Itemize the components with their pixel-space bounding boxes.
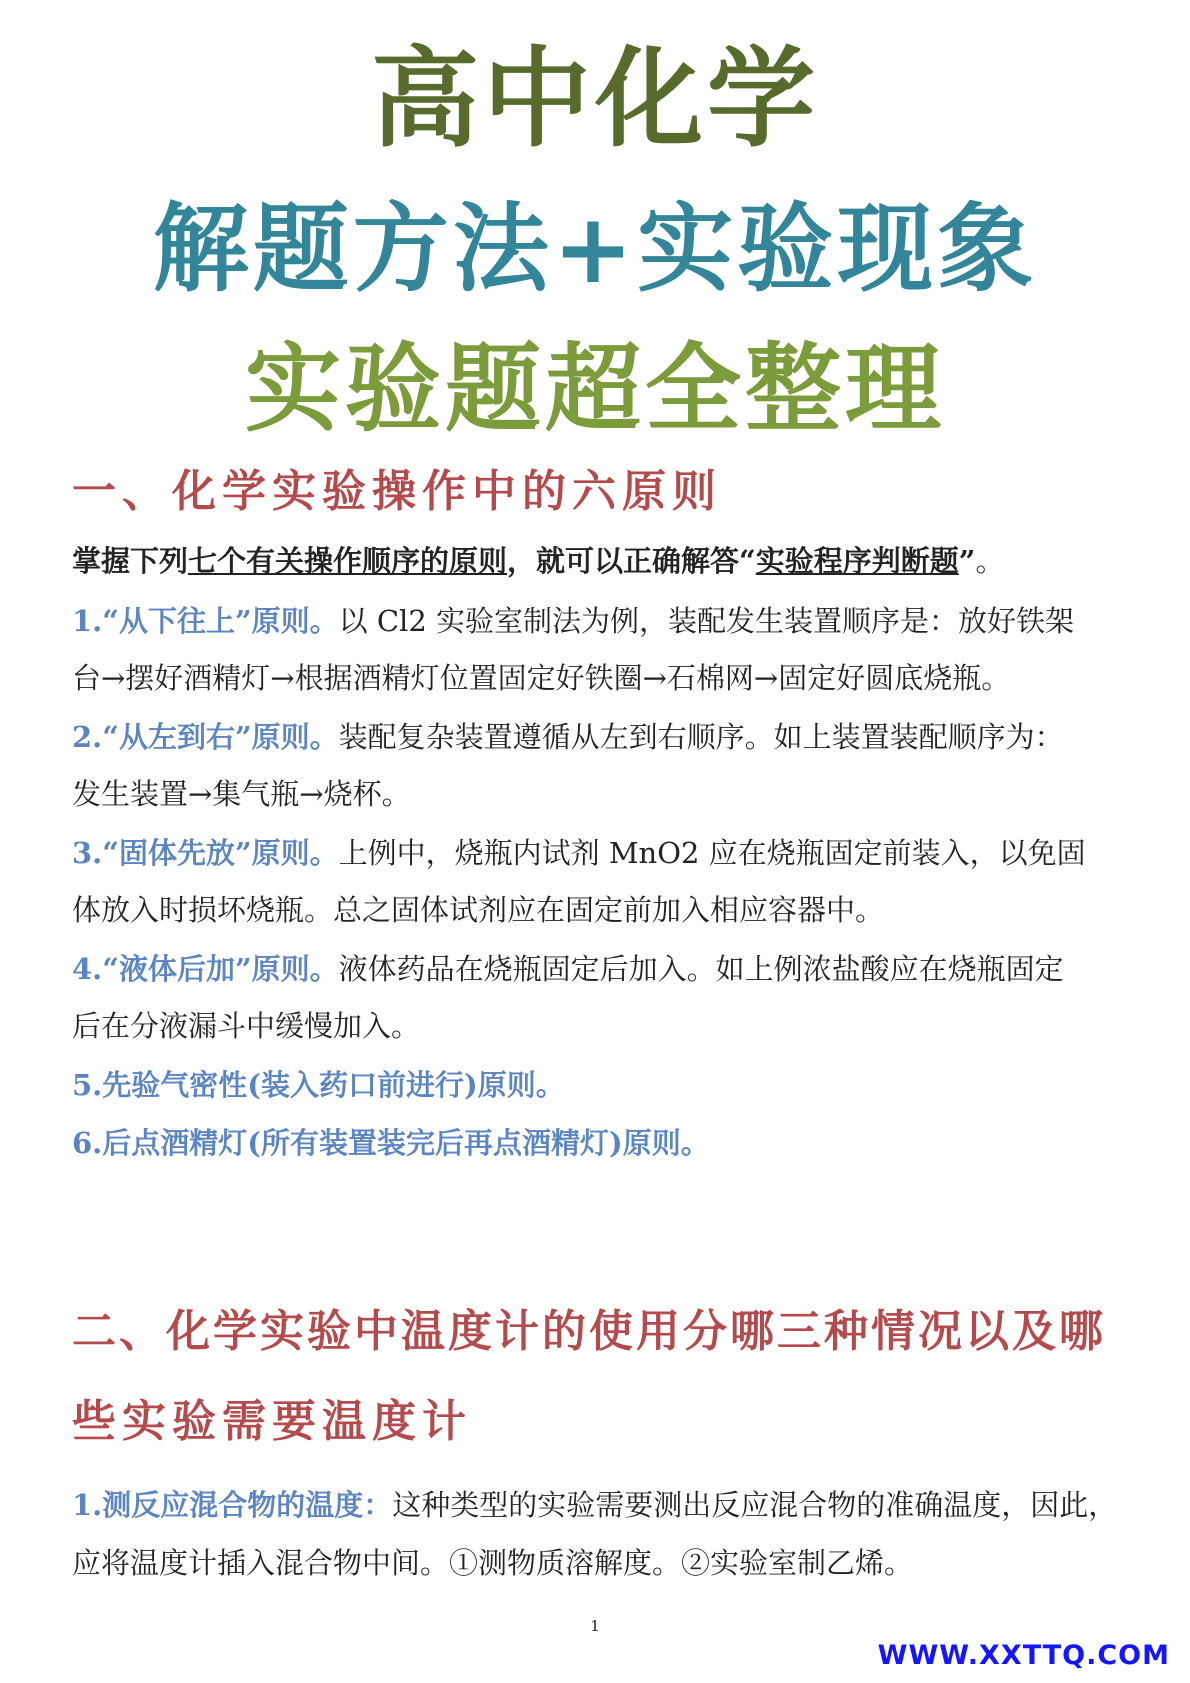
rule-6 [72,1112,1122,1174]
intro-text-1: 掌握下列 [72,544,189,578]
section-2-item-1-label: 1.测反应混合物的温度： [72,1488,393,1522]
rule-1-line-1 [72,590,1122,652]
rule-3-line-2: 体放入时损坏烧瓶。总之固体试剂应在固定前加入相应容器中。 [72,893,885,927]
rule-1-line-2: 台→摆好酒精灯→根据酒精灯位置固定好铁圈→石棉网→固定好圆底烧瓶。 [72,661,1011,695]
rule-3-text: 上例中，烧瓶内试剂 MnO2 应在烧瓶固定前装入，以免固 [338,836,1086,870]
section-2-heading-line-1: 二、化学实验中温度计的使用分哪三种情况以及哪 [72,1306,1106,1357]
intro-highlight-1: 七个有关操作顺序的原则 [188,544,508,578]
rule-1-text: 以 Cl2 实验室制法为例，装配发生装置顺序是：放好铁架 [338,604,1074,638]
section-2-item-1-line-2: 应将温度计插入混合物中间。①测物质溶解度。②实验室制乙烯。 [72,1546,914,1580]
section-2-item-1-line-1 [72,1474,1122,1536]
title-line-3: 实验题超全整理 [245,333,945,445]
intro-quote-open: “ [739,544,756,578]
rule-3-label: 3.“固体先放”原则。 [72,836,339,870]
intro-highlight-2: 实验程序判断题 [755,544,959,578]
rule-4-text: 液体药品在烧瓶固定后加入。如上例浓盐酸应在烧瓶固定 [338,952,1064,986]
rule-2-line-1 [72,706,1122,768]
section-2-item-1-text: 这种类型的实验需要测出反应混合物的准确温度，因此， [392,1488,1118,1522]
rule-2-text: 装配复杂装置遵循从左到右顺序。如上装置装配顺序为： [338,720,1064,754]
rule-4-line-2: 后在分液漏斗中缓慢加入。 [72,1009,421,1043]
intro-text-2: ，就可以正确解答 [507,544,740,578]
rule-6-label: 6.后点酒精灯(所有装置装完后再点酒精灯)原则。 [72,1126,710,1160]
rule-5 [72,1054,1122,1116]
rule-2-label: 2.“从左到右”原则。 [72,720,339,754]
title-line-1: 高中化学 [370,37,819,162]
intro-quote-close: ” [958,544,976,578]
watermark: WWW.XXTTQ.COM [877,1640,1170,1671]
rule-5-label: 5.先验气密性(装入药口前进行)原则。 [72,1068,565,1102]
rule-4-line-1 [72,938,1122,1000]
section-2-heading-line-2: 些实验需要温度计 [72,1396,472,1447]
rule-2-line-2: 发生装置→集气瓶→烧杯。 [72,777,411,811]
section-1-heading: 一、化学实验操作中的六原则 [72,466,722,517]
rule-3-line-1 [72,822,1122,884]
section-1-intro [72,530,1122,592]
page-number: 1 [590,1617,600,1635]
title-line-2: 解题方法+实验现象 [152,193,1038,305]
rule-1-label: 1.“从下往上”原则。 [72,604,339,638]
rule-4-label: 4.“液体后加”原则。 [72,952,339,986]
intro-period: 。 [975,544,1005,578]
